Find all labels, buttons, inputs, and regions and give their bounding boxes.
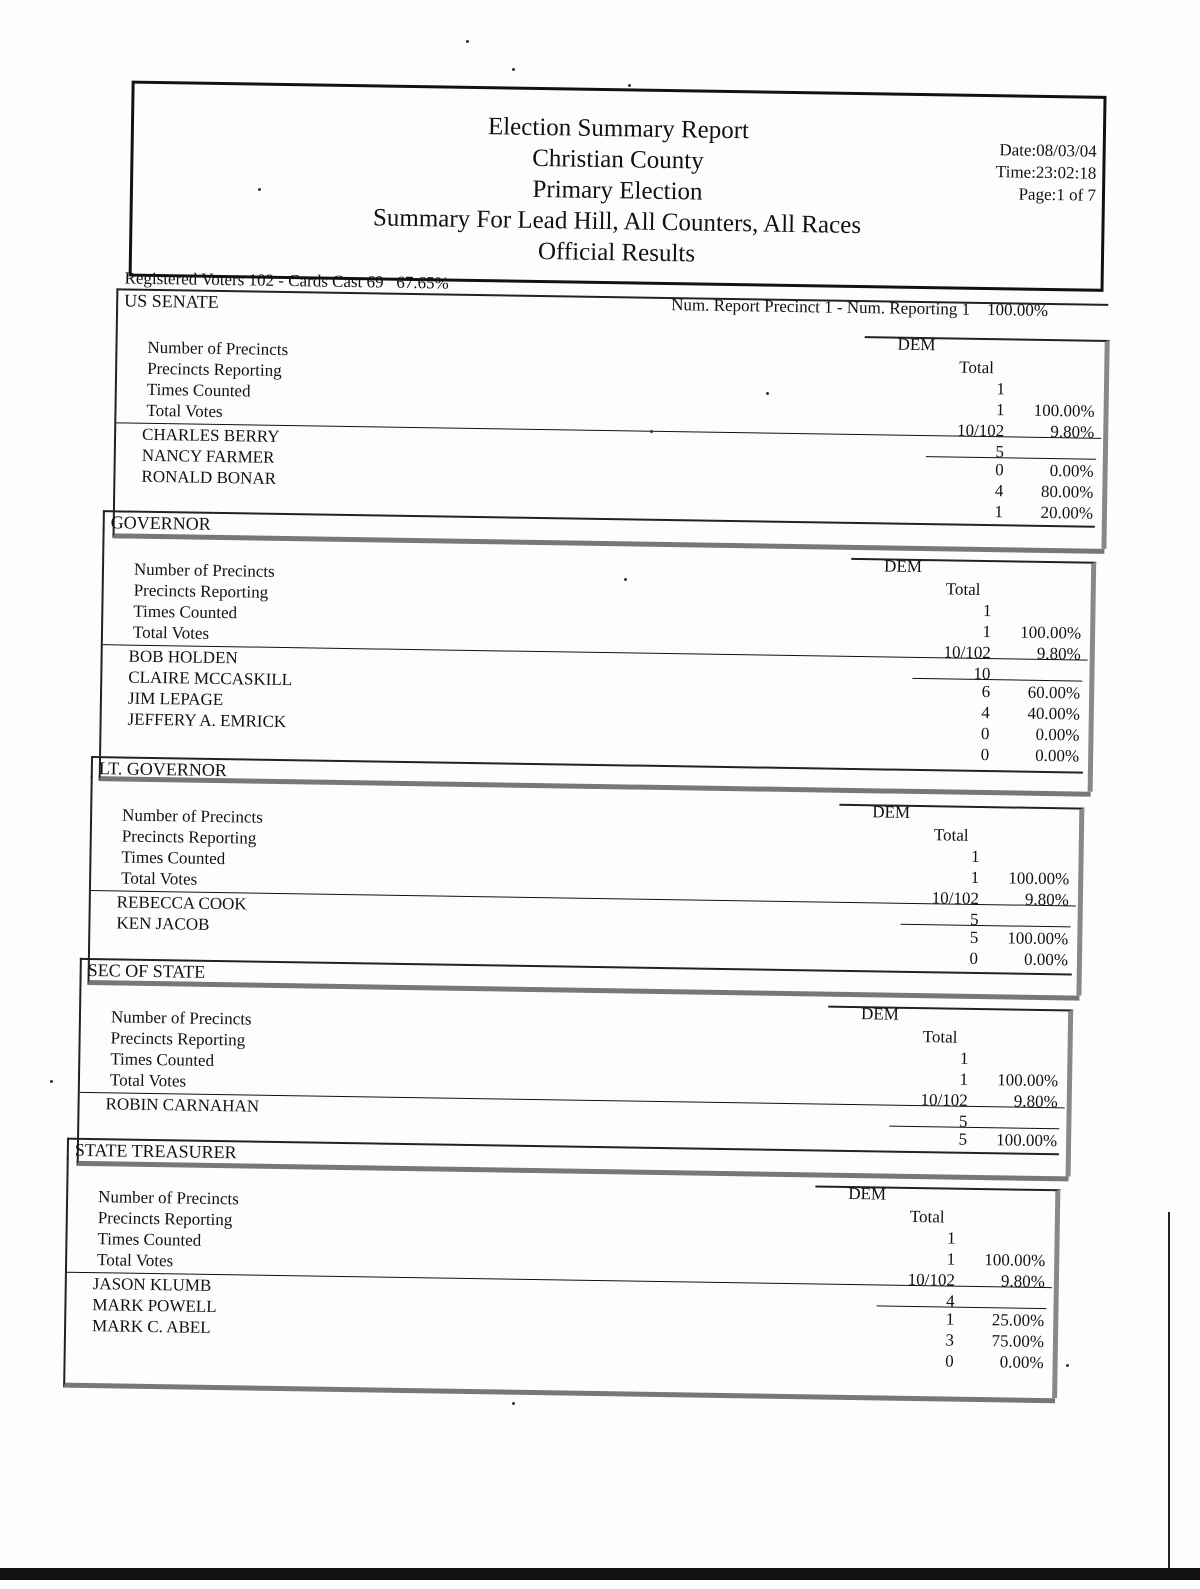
stat-value-row bbox=[880, 1046, 1060, 1070]
stat-label: Times Counted bbox=[133, 601, 238, 623]
scan-bottom-edge bbox=[0, 1568, 1200, 1580]
candidate-result-row bbox=[901, 722, 1081, 746]
candidate-name: MARK C. ABEL bbox=[91, 1316, 211, 1337]
candidate-result-row bbox=[866, 1349, 1046, 1373]
scan-speck bbox=[766, 392, 769, 395]
candidate-names bbox=[127, 646, 292, 733]
stat-percent: 9.80% bbox=[1050, 422, 1095, 442]
stat-label: Times Counted bbox=[110, 1049, 215, 1070]
county-name: Christian County bbox=[532, 144, 704, 175]
stat-count: 10/102 bbox=[956, 420, 1005, 441]
candidate-votes: 0 bbox=[945, 1351, 954, 1371]
candidate-votes: 1 bbox=[945, 1309, 955, 1329]
scan-speck bbox=[466, 40, 469, 43]
stat-label: Number of Precincts bbox=[110, 1007, 252, 1029]
stat-percent: 100.00% bbox=[984, 1250, 1046, 1271]
candidate-results bbox=[901, 680, 1082, 767]
scan-edge-line bbox=[1168, 1212, 1170, 1568]
candidate-names bbox=[92, 1273, 217, 1338]
stat-count: 10/102 bbox=[907, 1269, 956, 1290]
race-section bbox=[99, 510, 1103, 792]
stat-count: 1 bbox=[946, 1249, 956, 1269]
stat-label: Precincts Reporting bbox=[133, 580, 269, 602]
results-status: Official Results bbox=[537, 237, 696, 268]
candidate-name: KEN JACOB bbox=[116, 913, 210, 934]
party-header: DEM bbox=[872, 802, 911, 822]
scan-speck bbox=[628, 84, 631, 87]
scan-speck bbox=[258, 188, 261, 191]
stat-count: 5 bbox=[958, 1111, 968, 1131]
candidate-name: REBECCA COOK bbox=[116, 892, 247, 914]
candidate-percent: 0.00% bbox=[1023, 949, 1069, 970]
stat-count: 4 bbox=[945, 1291, 955, 1311]
stat-count: 10/102 bbox=[931, 888, 980, 908]
candidate-percent: 60.00% bbox=[1027, 682, 1081, 703]
report-header bbox=[129, 81, 1107, 292]
stat-label: Total Votes bbox=[120, 868, 198, 889]
race-section bbox=[63, 1138, 1067, 1399]
scan-speck bbox=[512, 1402, 515, 1405]
candidate-result-row bbox=[901, 743, 1081, 767]
stat-value-row bbox=[880, 1088, 1060, 1112]
candidate-results bbox=[915, 458, 1096, 524]
race-results-box bbox=[99, 530, 1095, 797]
stat-count: 1 bbox=[982, 622, 992, 642]
candidate-name: ROBIN CARNAHAN bbox=[105, 1094, 260, 1116]
header-titles bbox=[132, 106, 1103, 276]
candidate-votes: 1 bbox=[994, 502, 1004, 522]
candidate-name: CHARLES BERRY bbox=[141, 424, 280, 446]
total-column-header: Total bbox=[945, 579, 981, 599]
candidate-name: JEFFERY A. EMRICK bbox=[127, 709, 287, 732]
candidate-result-row bbox=[902, 680, 1082, 704]
candidate-percent: 0.00% bbox=[1035, 745, 1080, 766]
stat-values bbox=[916, 377, 1097, 464]
stat-count: 1 bbox=[946, 1228, 956, 1248]
candidate-name: MARK POWELL bbox=[92, 1295, 217, 1317]
candidate-names bbox=[141, 424, 279, 489]
candidate-percent: 40.00% bbox=[1027, 703, 1080, 724]
stat-label: Total Votes bbox=[109, 1070, 187, 1091]
candidate-votes: 5 bbox=[958, 1129, 968, 1149]
stat-values bbox=[890, 845, 1071, 932]
candidate-name: JASON KLUMB bbox=[92, 1274, 212, 1295]
stat-value-row bbox=[891, 866, 1071, 890]
stat-values bbox=[879, 1046, 1060, 1133]
race-title: US SENATE bbox=[124, 290, 219, 312]
reporting-summary: Num. Report Precinct 1 - Num. Reporting 1 100.00% bbox=[671, 295, 1049, 320]
race-title: STATE TREASURER bbox=[74, 1139, 237, 1163]
candidate-votes: 6 bbox=[981, 681, 991, 702]
stat-labels bbox=[121, 805, 263, 891]
total-column-header: Total bbox=[959, 357, 995, 378]
stat-count: 5 bbox=[969, 909, 979, 929]
stat-value-row bbox=[880, 1067, 1060, 1091]
stat-percent: 9.80% bbox=[1024, 889, 1070, 910]
candidate-result-row bbox=[879, 1127, 1059, 1151]
scan-speck bbox=[624, 578, 627, 581]
stat-values bbox=[902, 599, 1083, 686]
candidate-names bbox=[105, 1093, 259, 1116]
stat-count: 1 bbox=[982, 601, 992, 621]
stat-label: Times Counted bbox=[97, 1229, 202, 1250]
stat-count: 5 bbox=[995, 442, 1005, 462]
report-time: Time:23:02:18 bbox=[995, 162, 1097, 183]
candidate-name: JIM LEPAGE bbox=[127, 688, 224, 710]
candidate-results bbox=[890, 926, 1071, 971]
candidate-result-row bbox=[866, 1328, 1046, 1352]
page-number: Page:1 of 7 bbox=[1018, 184, 1097, 205]
stat-percent: 100.00% bbox=[1033, 400, 1095, 421]
candidate-name: CLAIRE MCCASKILL bbox=[128, 667, 293, 690]
stat-count: 1 bbox=[970, 867, 980, 887]
registered-voters-summary: Registered Voters 102 - Cards Cast 69 67.65% bbox=[124, 268, 449, 293]
stat-percent: 9.80% bbox=[1000, 1271, 1046, 1292]
stat-label: Precincts Reporting bbox=[147, 358, 282, 380]
candidate-percent: 80.00% bbox=[1040, 481, 1094, 502]
stat-label: Total Votes bbox=[146, 400, 223, 422]
candidate-percent: 0.00% bbox=[999, 1352, 1044, 1373]
stat-label: Precincts Reporting bbox=[97, 1208, 233, 1230]
stat-percent: 100.00% bbox=[997, 1070, 1059, 1091]
candidate-result-row bbox=[902, 701, 1082, 725]
party-header: DEM bbox=[860, 1004, 900, 1024]
candidate-votes: 5 bbox=[969, 927, 979, 947]
stat-value-row bbox=[903, 620, 1083, 644]
stat-percent: 100.00% bbox=[1008, 868, 1070, 889]
race-title: GOVERNOR bbox=[110, 512, 211, 534]
election-type: Primary Election bbox=[532, 175, 703, 206]
stat-labels bbox=[133, 559, 275, 645]
stat-count: 1 bbox=[959, 1048, 969, 1068]
stat-count: 1 bbox=[959, 1069, 969, 1089]
stat-label: Number of Precincts bbox=[121, 805, 263, 827]
stat-label: Number of Precincts bbox=[133, 559, 275, 581]
party-header: DEM bbox=[883, 556, 923, 577]
stat-label: Times Counted bbox=[146, 379, 251, 401]
stat-percent: 9.80% bbox=[1013, 1091, 1058, 1112]
stat-values bbox=[866, 1226, 1047, 1313]
total-column-header: Total bbox=[933, 825, 969, 845]
stat-percent: 100.00% bbox=[1020, 622, 1082, 643]
race-title: SEC OF STATE bbox=[87, 959, 206, 982]
stat-label: Precincts Reporting bbox=[110, 1028, 246, 1050]
candidate-votes: 0 bbox=[980, 723, 990, 744]
candidate-percent: 0.00% bbox=[1035, 724, 1080, 745]
candidate-percent: 20.00% bbox=[1040, 502, 1094, 523]
stat-percent: 9.80% bbox=[1036, 643, 1081, 664]
stat-value-row bbox=[917, 377, 1097, 401]
stat-count: 10 bbox=[973, 663, 991, 684]
stat-value-row bbox=[916, 398, 1096, 422]
candidate-result-row bbox=[890, 947, 1070, 971]
stat-label: Total Votes bbox=[132, 622, 210, 643]
scan-speck bbox=[512, 68, 515, 71]
stat-label: Total Votes bbox=[96, 1250, 174, 1271]
stat-value-row bbox=[867, 1268, 1047, 1292]
stat-count: 1 bbox=[995, 400, 1005, 420]
stat-label: Number of Precincts bbox=[147, 337, 289, 360]
candidate-percent: 25.00% bbox=[991, 1310, 1045, 1331]
stat-value-row bbox=[867, 1247, 1047, 1271]
candidate-votes: 0 bbox=[980, 744, 990, 765]
stat-label: Number of Precincts bbox=[97, 1187, 239, 1209]
party-header: DEM bbox=[897, 334, 936, 355]
header-meta bbox=[995, 139, 1096, 207]
stat-value-row bbox=[891, 845, 1071, 869]
candidate-result-row bbox=[915, 479, 1095, 503]
candidate-name: BOB HOLDEN bbox=[128, 646, 238, 668]
stat-count: 1 bbox=[970, 846, 980, 866]
candidate-percent: 100.00% bbox=[996, 1130, 1058, 1151]
total-column-header: Total bbox=[922, 1027, 958, 1047]
report-date: Date:08/03/04 bbox=[999, 140, 1097, 161]
summary-scope: Summary For Lead Hill, All Counters, All Races bbox=[372, 204, 862, 240]
scan-speck bbox=[650, 430, 653, 433]
candidate-votes: 4 bbox=[981, 702, 990, 723]
stat-label: Times Counted bbox=[121, 847, 226, 869]
candidate-votes: 0 bbox=[995, 460, 1004, 480]
candidate-name: RONALD BONAR bbox=[141, 466, 277, 488]
stat-count: 1 bbox=[996, 379, 1006, 399]
candidate-result-row bbox=[916, 458, 1096, 482]
race-results-box bbox=[63, 1158, 1058, 1404]
stat-labels bbox=[146, 337, 288, 423]
race-title: LT. GOVERNOR bbox=[98, 758, 228, 781]
stat-value-row bbox=[916, 419, 1096, 443]
scan-speck bbox=[1066, 1364, 1069, 1367]
candidate-votes: 0 bbox=[969, 948, 979, 968]
stat-labels bbox=[110, 1006, 252, 1092]
party-header: DEM bbox=[848, 1183, 887, 1204]
candidate-result-row bbox=[915, 500, 1095, 524]
candidate-results bbox=[866, 1307, 1047, 1373]
report-title: Election Summary Report bbox=[487, 113, 750, 145]
race-section bbox=[110, 288, 1117, 549]
scan-speck bbox=[50, 1080, 53, 1083]
candidate-result-row bbox=[866, 1307, 1046, 1331]
stat-value-row bbox=[903, 641, 1083, 665]
stat-value-row bbox=[867, 1226, 1047, 1250]
candidate-names bbox=[116, 891, 247, 935]
candidate-percent: 0.00% bbox=[1049, 461, 1094, 481]
stat-label: Precincts Reporting bbox=[121, 826, 257, 848]
candidate-percent: 75.00% bbox=[991, 1331, 1045, 1352]
candidate-result-row bbox=[890, 926, 1070, 950]
candidate-votes: 4 bbox=[994, 481, 1004, 501]
stat-count: 10/102 bbox=[943, 642, 991, 663]
stat-value-row bbox=[891, 887, 1071, 911]
total-column-header: Total bbox=[909, 1206, 945, 1227]
candidate-results bbox=[879, 1127, 1059, 1151]
candidate-votes: 3 bbox=[945, 1330, 955, 1350]
stat-value-row bbox=[903, 599, 1083, 623]
candidate-name: NANCY FARMER bbox=[141, 445, 275, 467]
candidate-percent: 100.00% bbox=[1007, 928, 1069, 949]
stat-labels bbox=[97, 1186, 239, 1272]
stat-count: 10/102 bbox=[920, 1090, 968, 1110]
